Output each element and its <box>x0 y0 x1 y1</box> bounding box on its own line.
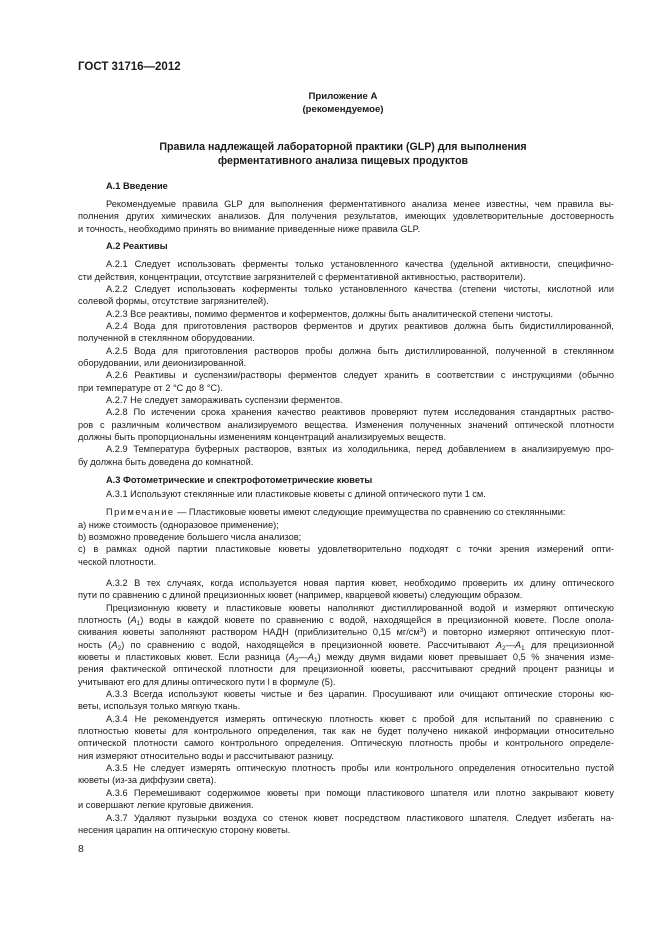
text-line: А.2.5 Вода для приготовления растворов пробы должна быть дистиллированной, полученной в стеклянном <box>106 345 614 356</box>
standard-number: ГОСТ 31716—2012 <box>78 61 181 73</box>
text-line: солевой формы, отсутствие загрязнителей). <box>78 296 269 307</box>
note-item: b) возможно проведение большего числа анализов; <box>78 531 302 542</box>
text-line: рения фактической оптической плотности для прецизионной кюветы, рассчитывают средний процент разницы и <box>78 664 614 675</box>
text-line: Рекомендуемые правила GLP для выполнения ферментативного анализа менее известны, чем правила вы- <box>106 198 614 209</box>
appendix-label: Приложение А <box>308 91 378 102</box>
text-line: А.2.4 Вода для приготовления растворов ферментов и других реактивов должна быть бидистиллированной, <box>106 320 614 331</box>
text-line: А.3.2 В тех случаях, когда используется новая партия кювет, необходимо проверить их длину оптического <box>106 577 614 588</box>
text-line: плотность $(A_1)$ воды в каждой кювете по сравнению с водой, находящейся в прецизионной кювете. После опола- <box>78 615 614 627</box>
paragraph-a2-7 <box>78 394 614 406</box>
paragraph-a3-1 <box>78 488 614 500</box>
section-heading-a2: А.2 Реактивы <box>106 241 168 252</box>
title-line-2: ферментативного анализа пищевых продуктов <box>217 154 469 167</box>
text-line: А.2.8 По истечении срока хранения качество реактивов проверяют путем исследования стандартных раство- <box>106 407 614 418</box>
text-line: при температуре от 2 °С до 8 °С). <box>78 382 223 393</box>
text-line: несения царапин на оптическую сторону кюветы. <box>78 824 291 835</box>
paragraph-a2-6 <box>78 369 614 394</box>
appendix-heading <box>0 91 661 116</box>
text-line: Прецизионную кювету и пластиковые кюветы наполняют дистиллированной водой и измеряют оптическую <box>106 602 614 613</box>
text-line: А.2.9 Температура буферных растворов, взятых из холодильника, перед добавлением в анализируемую про- <box>106 444 614 455</box>
document-body <box>78 180 614 836</box>
text-line: А.3.7 Удаляют пузырьки воздуха со стенок кювет посредством пластикового шпателя. Следует избегать на- <box>106 812 614 823</box>
document-title <box>0 141 661 168</box>
paragraph-a3-2 <box>78 577 614 602</box>
paragraph-a2-9 <box>78 443 614 468</box>
paragraph-a2-8 <box>78 406 614 443</box>
text-line: плотностью кюветы для контрольного определения, так как не будет получено никакой информации относительно <box>78 726 614 737</box>
paragraph-a3-6 <box>78 787 614 812</box>
text-line: оптической плотности самого контрольного определения. Оптическую плотность пробы и контрольного определе- <box>78 738 614 749</box>
text-line: учитывают его для длины оптического пути l в формуле (5). <box>78 676 336 687</box>
text-line: и точность, необходимо принять во внимание приведенные ниже правила GLP. <box>78 223 421 234</box>
text-line: кюветы (из-за диффузии света). <box>78 775 217 786</box>
paragraph-a3-7 <box>78 812 614 837</box>
note-block <box>78 506 614 568</box>
text-line: А.3.1 Используют стеклянные или пластиковые кюветы с длиной оптического пути 1 см. <box>106 488 486 499</box>
appendix-status: (рекомендуемое) <box>302 103 384 115</box>
text-line: бу должна быть доведена до комнатной. <box>78 456 254 467</box>
paragraph-a2-2 <box>78 283 614 308</box>
text-line: А.2.6 Реактивы и суспензии/растворы ферментов следует хранить в соответствии с инструкциями (обычно <box>106 370 614 381</box>
note-item: а) ниже стоимость (одноразовое применение); <box>78 519 279 530</box>
text-line: веты, используя только мягкую ткань. <box>78 701 241 712</box>
text-line: А.3.5 Не следует измерять оптическую плотность пробы или контрольного определения относительно пустой <box>106 763 614 774</box>
paragraph-a3-4 <box>78 713 614 762</box>
text-line: А.3.6 Перемешивают содержимое кюветы при помощи пластикового шпателя или плотно закрывают кювету <box>106 787 614 798</box>
paragraph-a1-intro <box>78 198 614 235</box>
text-line: полученной в стеклянном оборудовании. <box>78 333 255 344</box>
section-heading-a3: А.3 Фотометрические и спектрофотометрические кюветы <box>106 474 373 485</box>
paragraph-a3-2-procedure <box>78 602 614 688</box>
paragraph-a2-3 <box>78 308 614 320</box>
text-line: скивания кюветы заполняют раствором НАДН (приблизительно 0,15 $мг/см^3$) и повторно измеряют оптическую плот- <box>78 627 615 638</box>
text-line: ность $(A_2)$ по сравнению с водой, находящейся в прецизионной кювете. Рассчитывают $A_2—A_1$ для прецизионной <box>78 639 615 652</box>
text-line: А.3.4 Не рекомендуется измерять оптическую плотность кювет с пробой для испытаний по сравнению с <box>106 713 614 724</box>
text-line: должны быть пропорциональны изменениям концентраций анализируемых веществ. <box>78 432 447 443</box>
page-number: 8 <box>78 843 84 855</box>
text-line: оборудовании, или деионизированной. <box>78 357 247 368</box>
text-line: и совершают легкие круговые движения. <box>78 800 254 811</box>
text-line: А.2.3 Все реактивы, помимо ферментов и коферментов, должны быть аналитической степени чистоты. <box>106 308 554 319</box>
note-item: с) в рамках одной партии пластиковые кюветы удовлетворительно подходят с точки зрения измерений опти- <box>78 544 614 555</box>
text-line: полнения других химических анализов. Для получения результатов, имеющих удовлетворительные достоверность <box>78 211 614 222</box>
note-label: Примечание <box>106 507 175 518</box>
note-item: ческой плотности. <box>78 556 157 567</box>
paragraph-a3-5 <box>78 762 614 787</box>
text-line: кюветы и пластиковых кювет. Если разница $(A_2—A_1)$ между двумя видами кювет превышает 0,5 % значения изме- <box>78 652 614 665</box>
text-line: А.2.7 Не следует замораживать суспензии ферментов. <box>106 395 343 405</box>
paragraph-a2-1 <box>78 258 614 283</box>
note-text: — Пластиковые кюветы имеют следующие преимущества по сравнению со стеклянными: <box>174 507 566 518</box>
text-line: пути по сравнению с длиной прецизионных кювет (например, кварцевой кюветы) следующим образом. <box>78 590 523 601</box>
text-line: А.2.2 Следует использовать коферменты только установленного качества (степени чистоты, кислотной или <box>106 283 614 294</box>
text-line: ров с различным количеством анализируемого вещества. Изменения полученных значений оптической плотности <box>78 419 614 430</box>
paragraph-a2-4 <box>78 320 614 345</box>
paragraph-a3-3 <box>78 688 614 713</box>
text-line: ния измеряют относительно воды и рассчитывают разницу. <box>78 750 334 761</box>
paragraph-a2-5 <box>78 345 614 370</box>
section-heading-a1: А.1 Введение <box>106 181 168 191</box>
text-line: А.3.3 Всегда используют кюветы чистые и без царапин. Просушивают или очищают оптические стороны кю- <box>106 689 614 700</box>
note-intro-line <box>78 506 614 518</box>
title-line-1: Правила надлежащей лабораторной практики (GLP) для выполнения <box>159 141 527 153</box>
text-line: сти действия, концентрации, отсутствие загрязнителей с ферментативной активностью, растворители). <box>78 271 526 282</box>
text-line: А.2.1 Следует использовать ферменты только установленного качества (удельной активности, специфично- <box>106 259 614 270</box>
